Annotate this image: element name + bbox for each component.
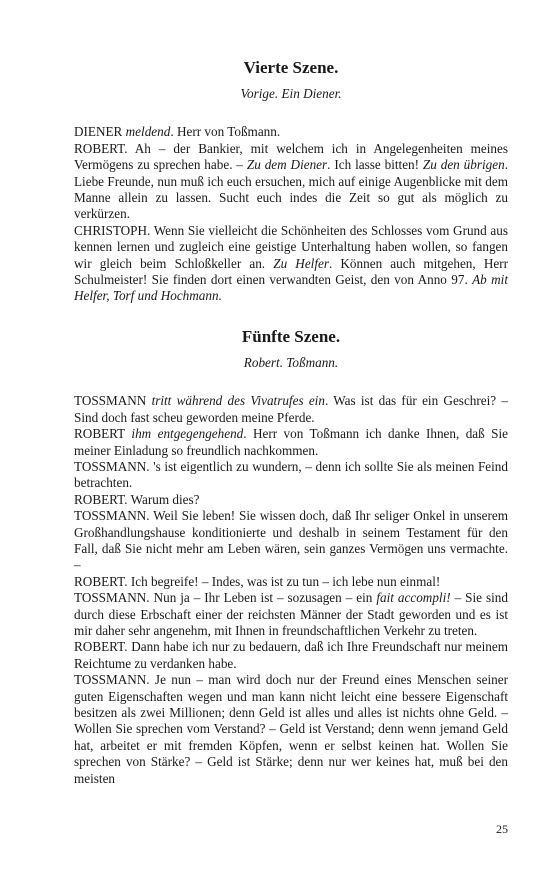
dialogue-paragraph — [74, 426, 508, 459]
dialogue-text: ROBERT — [74, 426, 132, 442]
dialogue-text: TOSSMANN. Nun ja – Ihr Leben ist – sozusagen – ein — [74, 590, 377, 606]
stage-direction: Zu dem Diener — [246, 157, 328, 173]
stage-direction: fait accompli! — [376, 590, 451, 606]
dialogue-text: TOSSMANN — [74, 393, 152, 409]
dialogue-text: . Liebe Freunde, nun muß ich euch ersuchen, mich auf einige Augenblicke mit dem Manne allein zu lassen. Sucht euch indes die Zeit so gut als möglich zu verkürzen. — [74, 157, 508, 222]
scene-5-cast: Robert. Toßmann. — [243, 354, 339, 370]
dialogue-paragraph — [74, 639, 508, 672]
dialogue-text: CHRISTOPH. Wenn Sie vielleicht die Schönheiten des Schlosses vom Grund aus kennen lernen und zugleich eine geistige Unterhaltung haben wollen, so fangen wir gleich beim Schloßkeller an. — [74, 222, 508, 271]
dialogue-paragraph — [74, 141, 508, 223]
dialogue-text: . Herr von Toßmann. — [170, 124, 281, 140]
dialogue-text: ROBERT. Dann habe ich nur zu bedauern, daß ich Ihre Freundschaft nur meinem Reichtume zu verdanken habe. — [74, 639, 508, 671]
dialogue-paragraph — [74, 459, 508, 492]
dialogue-text: . Herr von Toßmann ich danke Ihnen, daß Sie meiner Einladung so freundlich nachkommen. — [74, 426, 508, 458]
dialogue-text: – Sie sind durch diese Erbschaft einer der reichsten Männer der Stadt geworden und es ist mir daher sehr angenehm, mit Ihnen in freundschaftlichen Verkehr zu treten. — [74, 590, 508, 638]
dialogue-text: ROBERT. Ich begreife! – Indes, was ist zu tun – ich lebe nun einmal! — [74, 573, 441, 589]
dialogue-paragraph — [74, 223, 508, 305]
dialogue-text: ROBERT. Ah – der Bankier, mit welchem ich in Angelegenheiten meines Vermögens zu sprechen habe. – — [74, 140, 508, 173]
dialogue-paragraph — [74, 672, 508, 787]
dialogue-paragraph — [74, 590, 508, 639]
dialogue-text: . Ich lasse bitten! — [327, 157, 423, 173]
page-number: 25 — [496, 822, 508, 836]
dialogue-text: . Können auch mitgehen, Herr Schulmeister! Sie finden dort einen verwandten Geist, den von Anno 97. — [74, 255, 508, 288]
scene-4-dialogue — [74, 124, 508, 304]
stage-direction: Ab mit Helfer, Torf und Hochmann. — [74, 272, 508, 304]
scene-5-dialogue — [74, 393, 508, 787]
dialogue-paragraph — [74, 124, 508, 140]
dialogue-paragraph — [74, 574, 508, 590]
stage-direction: ihm entgegengehend — [131, 426, 244, 442]
dialogue-text: TOSSMANN. Je nun – man wird doch nur der Freund eines Menschen seiner guten Eigenschaften wegen und man kann nicht leicht eine bessere Eigenschaft besitzen als zwei Millionen; denn Geld ist alles und alles ist nichts ohne Geld. – Wollen Sie sprechen vom Verstand? – Geld ist Verstand; denn wenn jemand Geld hat, arbeitet er mit fremden Köpfen, wenn er selbst keinen hat. Wollen Sie sprechen von Stärke? – Geld ist Stärke; denn nur wer keines hat, muß bei den meisten — [74, 672, 508, 786]
dialogue-text: TOSSMANN. Weil Sie leben! Sie wissen doch, daß Ihr seliger Onkel in unserem Großhandlungshause konditionierte und deshalb in seinem Testament für den Fall, daß Sie nicht mehr am Leben wären, sein ganzes Vermögen uns vermachte. – — [74, 508, 508, 573]
book-page — [74, 50, 508, 787]
stage-direction: tritt während des Vivatrufes ein — [151, 393, 325, 409]
dialogue-paragraph — [74, 492, 508, 508]
stage-direction: Zu Helfer — [273, 255, 329, 271]
scene-5-title: Fünfte Szene. — [241, 326, 341, 346]
stage-direction: meldend — [125, 124, 171, 140]
dialogue-paragraph — [74, 393, 508, 426]
dialogue-text: ROBERT. Warum dies? — [74, 491, 200, 507]
scene-4-title: Vierte Szene. — [243, 58, 339, 77]
dialogue-text: DIENER — [74, 124, 126, 140]
dialogue-paragraph — [74, 508, 508, 574]
scene-4-cast: Vorige. Ein Diener. — [240, 86, 342, 101]
dialogue-text: TOSSMANN. 's ist eigentlich zu wundern, – denn ich sollte Sie als meinen Feind betrachten. — [74, 458, 508, 491]
stage-direction: Zu den übrigen — [422, 157, 505, 173]
dialogue-text: . Was ist das für ein Geschrei? – Sind doch fast scheu geworden meine Pferde. — [74, 393, 508, 425]
